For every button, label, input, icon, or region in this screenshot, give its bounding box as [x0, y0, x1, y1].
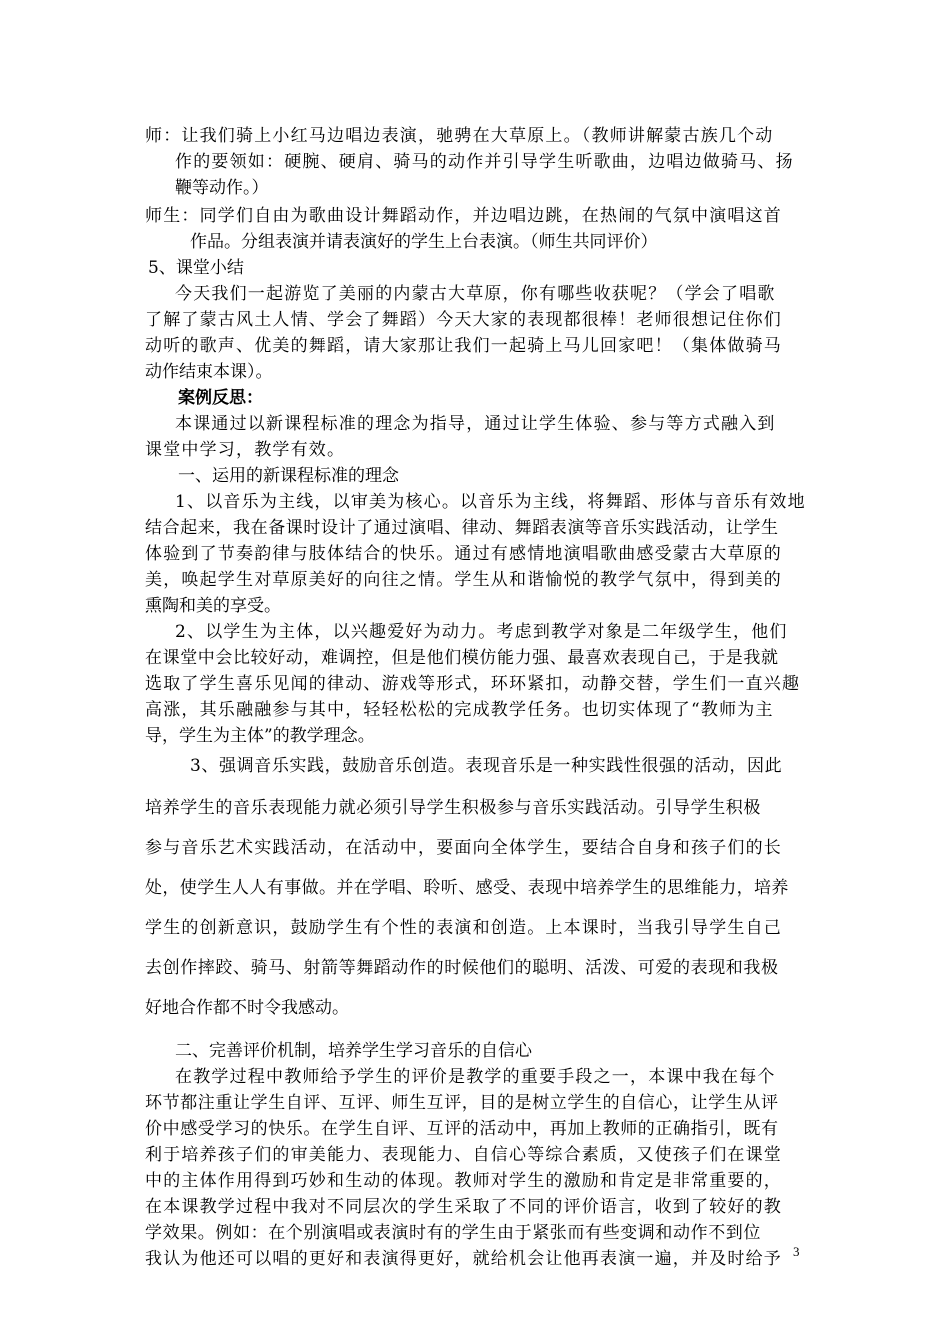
text-line: 动作结束本课）。 — [145, 362, 273, 382]
text-line: 高涨，其乐融融参与其中，轻轻松松的完成教学任务。也切实体现了“教师为主 — [145, 700, 774, 720]
text-line: 学生的创新意识，鼓励学生有个性的表演和创造。上本课时，当我引导学生自己 — [145, 918, 782, 938]
text-line: 选取了学生喜乐见闻的律动、游戏等形式，环环紧扣，动静交替，学生们一直兴趣 — [145, 674, 801, 694]
text-line: 在课堂中会比较好动，难调控，但是他们模仿能力强、最喜欢表现自己，于是我就 — [145, 648, 779, 668]
text-line: 鞭等动作。） — [175, 178, 269, 198]
text-line: 师生：同学们自由为歌曲设计舞蹈动作，并边唱边跳，在热闹的气氛中演唱这首 — [145, 206, 782, 226]
text-line: 本课通过以新课程标准的理念为指导，通过让学生体验、参与等方式融入到 — [175, 414, 776, 434]
text-line: 3、强调音乐实践，鼓励音乐创造。表现音乐是一种实践性很强的活动，因此 — [190, 756, 783, 776]
text-line: 结合起来，我在备课时设计了通过演唱、律动、舞蹈表演等音乐实践活动，让学生 — [145, 518, 779, 538]
text-line: 美，唤起学生对草原美好的向往之情。学生从和谐愉悦的教学气氛中，得到美的 — [145, 570, 782, 590]
text-line: 在本课教学过程中我对不同层次的学生采取了不同的评价语言，收到了较好的教 — [145, 1197, 782, 1217]
text-line: 我认为他还可以唱的更好和表演得更好，就给机会让他再表演一遍，并及时给予 — [145, 1249, 782, 1269]
text-line: 去创作摔跤、骑马、射箭等舞蹈动作的时候他们的聪明、活泼、可爱的表现和我极 — [145, 958, 779, 978]
text-line: 导，学生为主体”的教学理念。 — [145, 726, 375, 746]
text-line: 案例反思： — [178, 388, 263, 408]
text-line: 处，使学生人人有事做。并在学唱、聆听、感受、表现中培养学生的思维能力，培养 — [145, 878, 789, 898]
text-line: 熏陶和美的享受。 — [145, 596, 281, 616]
text-line: 环节都注重让学生自评、互评、师生互评，目的是树立学生的自信心，让学生从评 — [145, 1093, 779, 1113]
text-line: 二、完善评价机制，培养学生学习音乐的自信心 — [175, 1041, 532, 1061]
text-line: 作品。分组表演并请表演好的学生上台表演。（师生共同评价） — [190, 232, 658, 252]
text-line: 作的要领如：硬腕、硬肩、骑马的动作并引导学生听歌曲，边唱边做骑马、扬 — [175, 152, 794, 172]
text-line: 一、运用的新课程标准的理念 — [178, 466, 399, 486]
text-line: 课堂中学习，教学有效。 — [145, 440, 346, 460]
text-line: 了解了蒙古风土人情、学会了舞蹈）今天大家的表现都很棒！老师很想记住你们 — [145, 310, 782, 330]
text-line: 2、以学生为主体，以兴趣爱好为动力。考虑到教学对象是二年级学生，他们 — [175, 622, 788, 642]
text-line: 1、以音乐为主线，以审美为核心。以音乐为主线，将舞蹈、形体与音乐有效地 — [175, 492, 806, 512]
text-line: 参与音乐艺术实践活动，在活动中，要面向全体学生，要结合自身和孩子们的长 — [145, 838, 782, 858]
text-line: 好地合作都不时令我感动。 — [145, 998, 349, 1018]
page-number: 3 — [793, 1244, 800, 1259]
text-line: 培养学生的音乐表现能力就必须引导学生积极参与音乐实践活动。引导学生积极 — [145, 798, 761, 818]
text-line: 师：让我们骑上小红马边唱边表演，驰骋在大草原上。（教师讲解蒙古族几个动 — [145, 126, 774, 146]
text-line: 利于培养孩子们的审美能力、表现能力、自信心等综合素质，又使孩子们在课堂 — [145, 1145, 782, 1165]
text-line: 学效果。例如：在个别演唱或表演时有的学生由于紧张而有些变调和动作不到位 — [145, 1223, 761, 1243]
text-line: 5、课堂小结 — [148, 258, 244, 278]
text-line: 中的主体作用得到巧妙和生动的体现。教师对学生的激励和肯定是非常重要的， — [145, 1171, 782, 1191]
text-line: 体验到了节奏韵律与肢体结合的快乐。通过有感情地演唱歌曲感受蒙古大草原的 — [145, 544, 782, 564]
text-line: 动听的歌声、优美的舞蹈，请大家那让我们一起骑上马儿回家吧！（集体做骑马 — [145, 336, 782, 356]
text-line: 价中感受学习的快乐。在学生自评、互评的活动中，再加上教师的正确指引，既有 — [145, 1119, 779, 1139]
text-line: 今天我们一起游览了美丽的内蒙古大草原，你有哪些收获呢？（学会了唱歌 — [175, 284, 776, 304]
text-line: 在教学过程中教师给予学生的评价是教学的重要手段之一，本课中我在每个 — [175, 1067, 776, 1087]
